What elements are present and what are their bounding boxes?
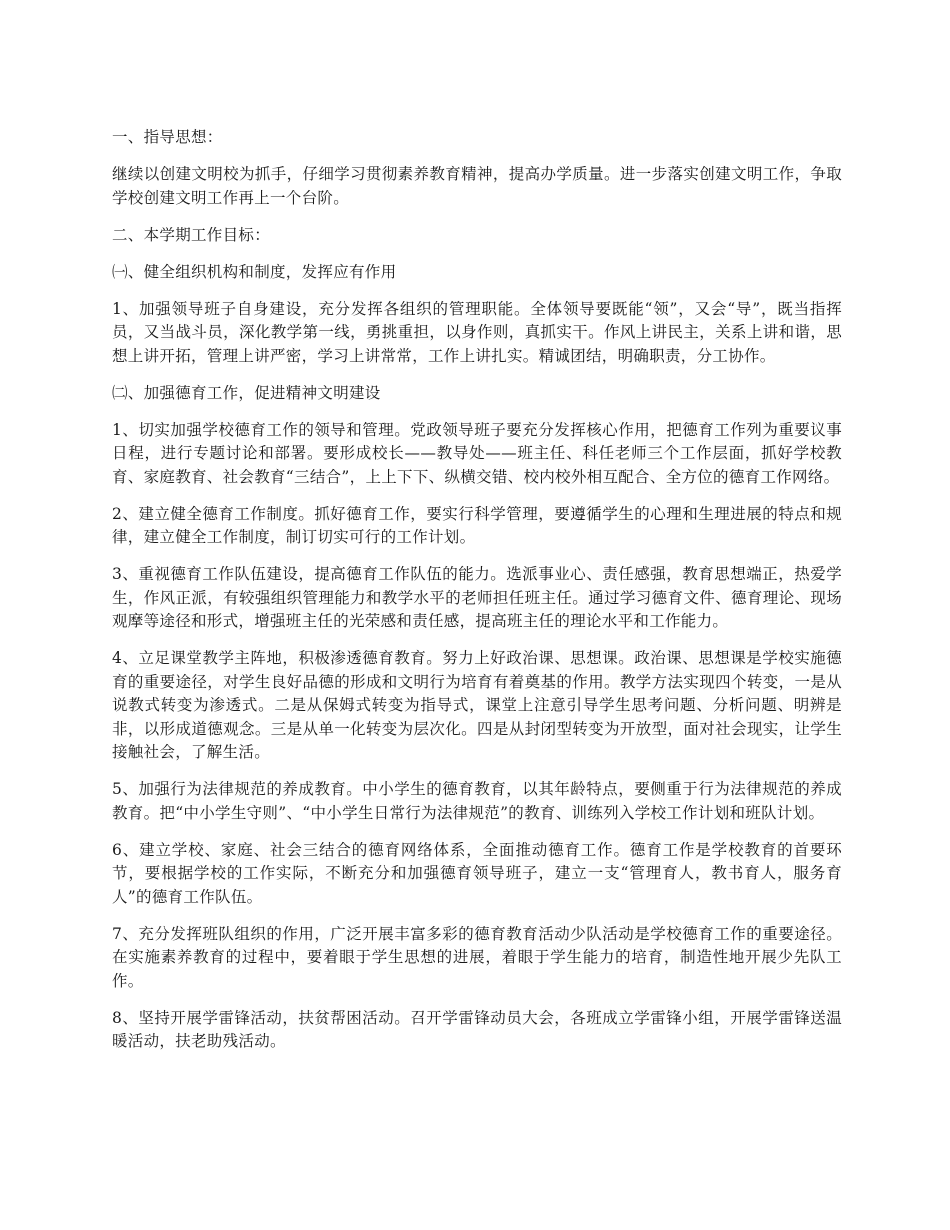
paragraph-moral-4: 4、立足课堂教学主阵地，积极渗透德育教育。努力上好政治课、思想课。政治课、思想课是学校实施德育的重要途径，对学生良好品德的形成和文明行为培育有着奠基的作用。教学方法实现四个转变，一是从说教式转变为渗透式。二是从保姆式转变为指导式，课堂上注意引导学生思考问题、分析问题、明辨是非，以形成道德观念。三是从单一化转变为层次化。四是从封闭型转变为开放型，面对社会现实，让学生接触社会，了解生活。 (112, 649, 842, 761)
section-heading-work-goals: 二、本学期工作目标： (112, 225, 271, 244)
paragraph-moral-2: 2、建立健全德育工作制度。抓好德育工作，要实行科学管理，要遵循学生的心理和生理进展的特点和规律，建立健全工作制度，制订切实可行的工作计划。 (112, 504, 842, 546)
paragraph-moral-6: 6、建立学校、家庭、社会三结合的德育网络体系，全面推动德育工作。德育工作是学校教育的首要环节，要根据学校的工作实际，不断充分和加强德育领导班子，建立一支“管理育人，教书育人，服务育人”的德育工作队伍。 (112, 840, 842, 906)
paragraph-leadership: 1、加强领导班子自身建设，充分发挥各组织的管理职能。全体领导要既能“领”，又会“导”，既当指挥员，又当战斗员，深化教学第一线，勇挑重担，以身作则，真抓实干。作风上讲民主，关系上讲和谐，思想上讲开拓，管理上讲严密，学习上讲常常，工作上讲扎实。精诚团结，明确职责，分工协作。 (112, 299, 842, 365)
subsection-heading-organization: ㈠、健全组织机构和制度，发挥应有作用 (112, 262, 397, 281)
section-heading-guiding-thought: 一、指导思想： (112, 128, 223, 146)
paragraph-moral-5: 5、加强行为法律规范的养成教育。中小学生的德育教育，以其年龄特点，要侧重于行为法律规范的养成教育。把“中小学生守则”、“中小学生日常行为法律规范”的教育、训练列入学校工作计划和班队计划。 (112, 780, 842, 822)
paragraph-moral-8: 8、坚持开展学雷锋活动，扶贫帮困活动。召开学雷锋动员大会，各班成立学雷锋小组，开展学雷锋送温暖活动，扶老助残活动。 (112, 1008, 842, 1050)
paragraph-moral-3: 3、重视德育工作队伍建设，提高德育工作队伍的能力。选派事业心、责任感强，教育思想端正，热爱学生，作风正派，有较强组织管理能力和教学水平的老师担任班主任。通过学习德育文件、德育理论、现场观摩等途径和形式，增强班主任的光荣感和责任感，提高班主任的理论水平和工作能力。 (112, 565, 842, 630)
paragraph-moral-1: 1、切实加强学校德育工作的领导和管理。党政领导班子要充分发挥核心作用，把德育工作列为重要议事日程，进行专题讨论和部署。要形成校长——教导处——班主任、科任老师三个工作层面，抓好学校教育、家庭教育、社会教育“三结合”，上上下下、纵横交错、校内校外相互配合、全方位的德育工作网络。 (112, 420, 842, 486)
subsection-heading-moral-education: ㈡、加强德育工作，促进精神文明建设 (112, 383, 381, 402)
paragraph-guiding-thought: 继续以创建文明校为抓手，仔细学习贯彻素养教育精神，提高办学质量。进一步落实创建文明工作，争取学校创建文明工作再上一个台阶。 (112, 165, 842, 207)
document-body (112, 126, 842, 1067)
paragraph-moral-7: 7、充分发挥班队组织的作用，广泛开展丰富多彩的德育教育活动少队活动是学校德育工作的重要途径。在实施素养教育的过程中，要着眼于学生思想的进展，着眼于学生能力的培育，制造性地开展少先队工作。 (112, 924, 842, 990)
